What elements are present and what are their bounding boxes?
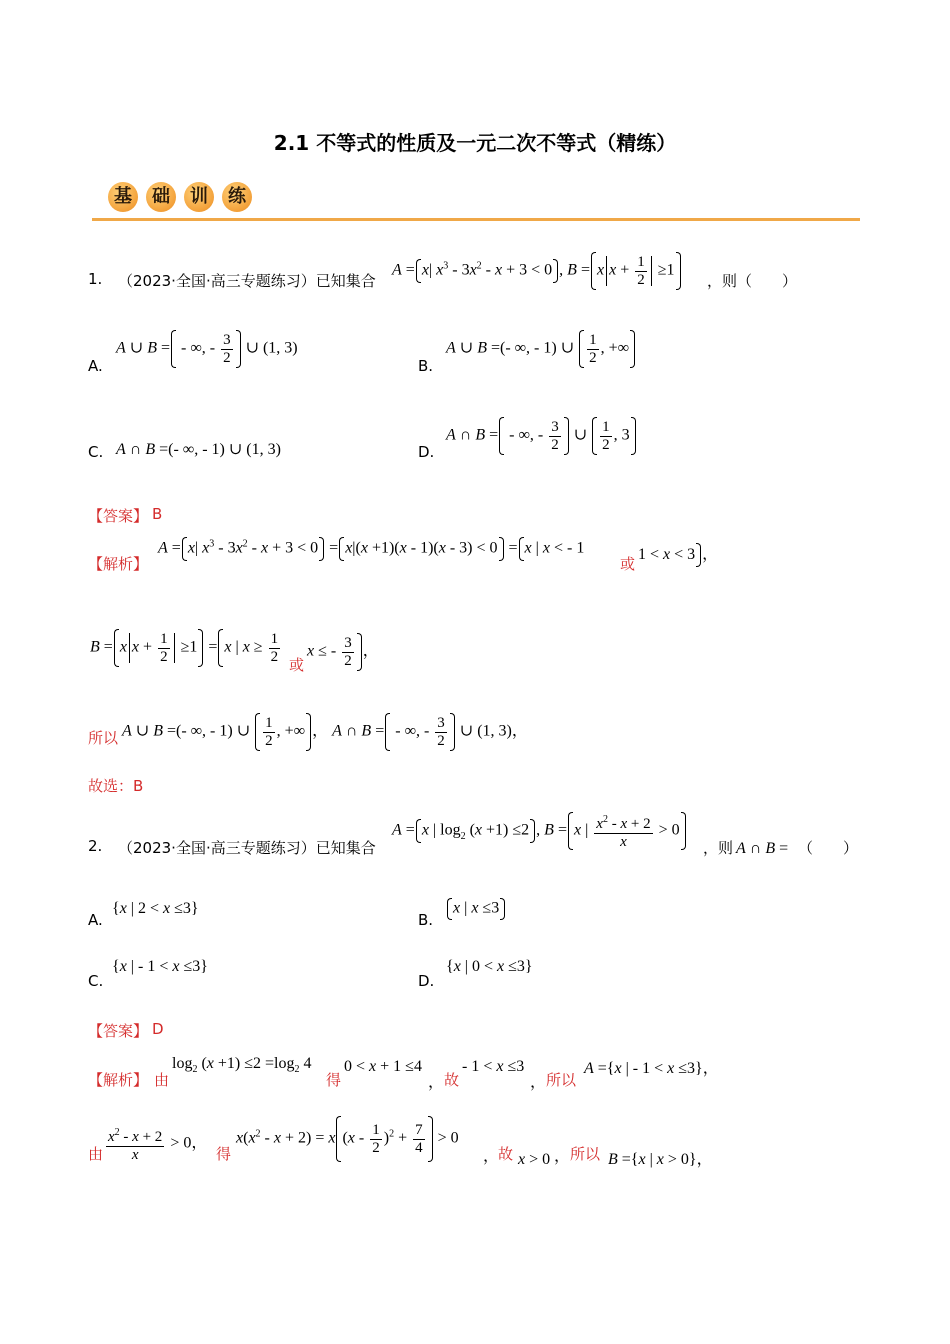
q2-comma-3: ， xyxy=(483,1148,500,1165)
q1-option-c: A ∩ B =(- ∞, - 1) ∪ (1, 3) xyxy=(116,441,281,458)
q2-comma-2: ， xyxy=(530,1074,547,1091)
q1-analysis-label: 【解析】 xyxy=(88,555,149,573)
q1-answer: B xyxy=(152,505,163,523)
q2-frac-ineq: $\frac{x^2 - x + 2}{x}$ > 0， xyxy=(104,1124,207,1164)
q1-option-a-label: A. xyxy=(88,357,103,375)
q1-number: 1. xyxy=(88,270,103,288)
q1-or-1: 或 xyxy=(620,555,636,573)
q2-suoyi-2: 所以 xyxy=(570,1145,601,1163)
q2-option-b: x | x ≤3 xyxy=(446,898,506,920)
q1-tail: ，则（ ） xyxy=(707,272,798,290)
q2-x-positive: x > 0 xyxy=(518,1151,551,1168)
q2-set-a: A ={x | - 1 < x ≤3}， xyxy=(584,1060,719,1077)
banner-char: 练 xyxy=(222,182,252,212)
q1-option-b: A ∪ B =(- ∞, - 1) ∪ $\frac{1}{2}$ , +∞ xyxy=(446,330,636,368)
q2-tail: ，则 xyxy=(703,839,734,857)
q1-analysis-line1: A = x| $x^3 - 3x^2 - x + 3 < 0 = x|(x +1)(x - 1)(x - 3) < 0 = x$ | x < - 1 xyxy=(158,537,584,561)
q1-conclusion: 故选：B xyxy=(88,777,144,795)
q2-gu: 故 xyxy=(444,1071,460,1089)
q2-answer: D xyxy=(152,1020,164,1038)
q2-comma-4: ， xyxy=(554,1148,571,1165)
q1-set-definitions: A = x| $x^3 - 3x^2 - x + 3 < 0$ , B = x x + $\frac{1}{2}$ ≥1 xyxy=(392,252,682,290)
q2-complete-square: $x(x^2 - x + 2) = x$ (x - $\frac{1}{2}$ )$^2$ + $\frac{7}{4}$ > 0 xyxy=(236,1116,459,1162)
q1-answer-label: 【答案】 xyxy=(88,507,149,525)
q1-option-a: A ∪ B = - ∞, - $\frac{3}{2}$ ∪ (1, 3) xyxy=(116,330,298,368)
q2-analysis-label: 【解析】 xyxy=(88,1071,149,1089)
q2-option-b-label: B. xyxy=(418,911,434,929)
q2-set-definitions: A = x | $\log_2 (x +1) \le 2$ , B = x | $\frac{x^2 - x + 2}{x}$ > 0 xyxy=(392,811,687,851)
q2-you: 由 xyxy=(154,1071,170,1089)
q1-analysis-line2: B = x x + $\frac{1}{2}$ ≥1 = x | x ≥ $\frac{1}{2}$ xyxy=(90,629,282,667)
banner-char: 础 xyxy=(146,182,176,212)
q2-option-c-label: C. xyxy=(88,972,104,990)
q1-analysis-line1-end: 1 < x < 3 ， xyxy=(638,541,718,567)
q2-suoyi: 所以 xyxy=(546,1071,577,1089)
q1-or-2: 或 xyxy=(289,656,305,674)
q2-option-d: {x | 0 < x ≤3} xyxy=(446,958,533,975)
q2-range2: - 1 < x ≤3 xyxy=(462,1058,525,1075)
q2-ask: A ∩ B = xyxy=(736,840,789,857)
q2-option-a-label: A. xyxy=(88,911,103,929)
q1-analysis-line3: A ∪ B =(- ∞, - 1) ∪ $\frac{1}{2}$ , +∞ ， A ∩ B = - ∞, - $\frac{3}{2}$ ∪ (1, 3)， xyxy=(122,713,528,751)
q2-de-2: 得 xyxy=(216,1145,232,1163)
q2-option-d-label: D. xyxy=(418,972,435,990)
section-divider xyxy=(92,218,860,221)
q2-log-ineq: $\log_2 (x +1) \le 2 =\log_2$ 4 xyxy=(172,1055,312,1076)
q2-range: 0 < x + 1 ≤4 xyxy=(344,1058,422,1075)
q1-option-b-label: B. xyxy=(418,357,434,375)
q2-set-b: B ={x | x > 0}， xyxy=(608,1151,713,1168)
page-title: 2.1 不等式的性质及一元二次不等式（精练） xyxy=(273,131,677,155)
q1-option-d-label: D. xyxy=(418,443,435,461)
section-banner xyxy=(108,182,260,222)
q2-paren: （ ） xyxy=(798,839,859,857)
q1-source: （2023·全国·高三专题练习）已知集合 xyxy=(118,272,376,290)
banner-char: 基 xyxy=(108,182,138,212)
q2-source: （2023·全国·高三专题练习）已知集合 xyxy=(118,839,376,857)
q2-option-c: {x | - 1 < x ≤3} xyxy=(112,958,208,975)
q1-analysis-line2-end: x ≤ - $\frac{3}{2}$ ， xyxy=(307,633,379,671)
q2-gu-2: 故 xyxy=(498,1145,514,1163)
q1-option-d: A ∩ B = - ∞, - $\frac{3}{2}$ ∪ $\frac{1}{2}$ , 3 xyxy=(446,417,637,455)
q1-so: 所以 xyxy=(88,729,119,747)
banner-char: 训 xyxy=(184,182,214,212)
q1-option-c-label: C. xyxy=(88,443,104,461)
q2-de: 得 xyxy=(326,1071,342,1089)
q2-comma-1: ， xyxy=(428,1074,445,1091)
q2-you-2: 由 xyxy=(88,1145,104,1163)
q2-option-a: {x | 2 < x ≤3} xyxy=(112,900,199,917)
q2-number: 2. xyxy=(88,837,103,855)
q2-answer-label: 【答案】 xyxy=(88,1022,149,1040)
